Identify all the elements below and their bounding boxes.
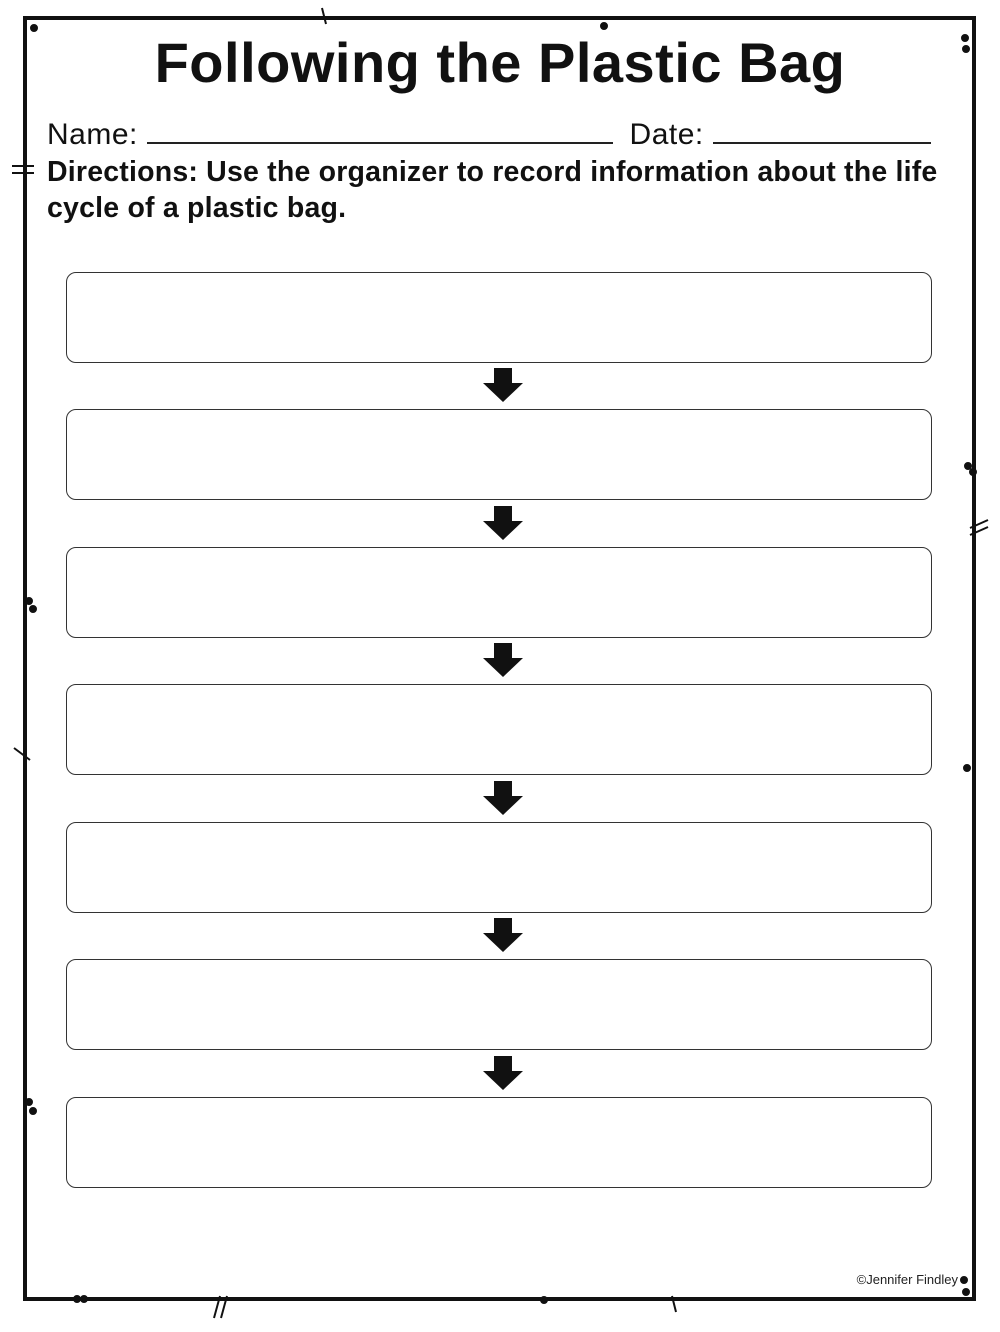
date-label: Date: [629,118,704,151]
copyright-text: ©Jennifer Findley [856,1272,958,1287]
page-title: Following the Plastic Bag [154,31,846,94]
name-label: Name: [47,118,138,151]
directions-text: Directions: Use the organizer to record information about the life cycle of a plastic bag. [47,156,938,224]
